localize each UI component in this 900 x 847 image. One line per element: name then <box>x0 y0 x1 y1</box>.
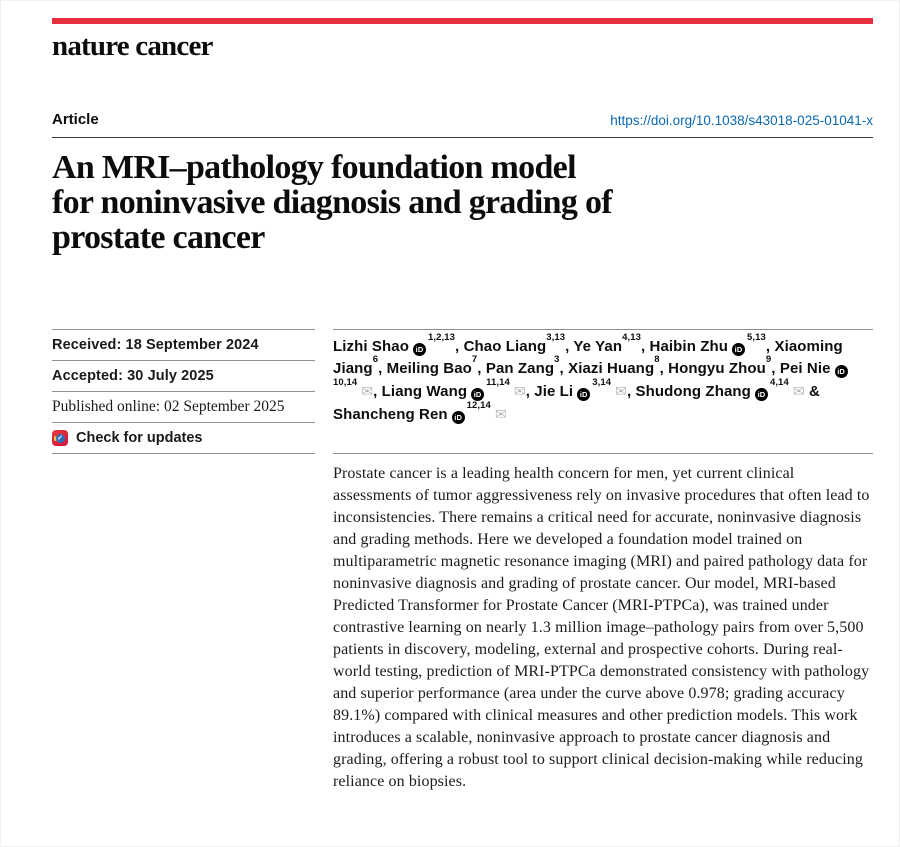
abstract-section <box>333 453 873 793</box>
author-entry: Hongyu Zhou$^9$ <box>668 354 772 377</box>
article-type-label: Article <box>52 111 99 128</box>
author-affiliation-superscript: 4,14 <box>769 377 789 388</box>
accepted-date: Accepted: 30 July 2025 <box>52 360 315 391</box>
content-columns <box>52 329 873 793</box>
article-history-sidebar <box>52 329 315 793</box>
author-entry: Xiaoming Jiang$^6$ <box>333 338 843 377</box>
journal-wordmark: nature cancer <box>52 30 213 62</box>
orcid-icon[interactable]: iD <box>835 365 848 378</box>
envelope-icon[interactable]: ✉ <box>494 406 507 422</box>
author-entry: Shancheng Ren iD$^{12,14}$✉ <box>333 400 507 423</box>
author-entry: Jie Li iD$^{3,14}$✉ <box>534 377 627 400</box>
crossmark-icon <box>52 430 68 446</box>
check-for-updates-label: Check for updates <box>76 430 203 446</box>
author-affiliation-superscript: 6 <box>372 354 379 365</box>
author-affiliation-superscript: 7 <box>471 354 478 365</box>
right-column <box>333 329 873 793</box>
journal-accent-bar <box>52 18 873 24</box>
author-affiliation-superscript: 10,14 <box>333 377 358 388</box>
envelope-icon[interactable]: ✉ <box>792 383 805 399</box>
page-title: An MRI–pathology foundation model for noninvasive diagnosis and grading of prostate cancer <box>52 149 612 256</box>
received-date: Received: 18 September 2024 <box>52 329 315 360</box>
envelope-icon[interactable]: ✉ <box>513 383 526 399</box>
orcid-icon[interactable]: iD <box>471 388 484 401</box>
abstract-text: Prostate cancer is a leading health concern for men, yet current clinical assessments of tumor aggressiveness rely on invasive procedures that often lead to inconsistencies. There remains a critical need for accurate, noninvasive diagnosis and grading methods. Here we developed a foundation model trained on multiparametric magnetic resonance imaging (MRI) and paired pathology data for noninvasive diagnosis and grading of prostate cancer. Our model, MRI-based Predicted Transformer for Prostate Cancer (MRI-PTPCa), was trained under contrastive learning on nearly 1.3 million image–pathology pairs from over 5,500 patients in discovery, modeling, external and prospective cohorts. During real-world testing, prediction of MRI-PTPCa demonstrated consistency with pathology and superior performance (area under the curve above 0.978; grading accuracy 89.1%) compared with clinical measures and other prediction models. This work introduces a scalable, noninvasive approach to prostate cancer diagnosis and grading, offering a robust tool to support clinical decision-making while reducing reliance on biopsies. <box>333 465 870 790</box>
author-affiliation-superscript: 11,14 <box>486 377 510 388</box>
orcid-icon[interactable]: iD <box>452 411 465 424</box>
author-entry: Ye Yan$^{4,13}$ <box>573 332 641 355</box>
author-entry: Meiling Bao$^7$ <box>386 354 478 377</box>
author-list: Lizhi Shao iD$^{1,2,13}$, Chao Liang$^{3,13}$, Ye Yan$^{4,13}$, Haibin Zhu iD$^{5,13}$, Xiaoming Jiang$^6$, Meiling Bao$^7$, Pan Zang$^3$, Xiazi Huang$^8$, Hongyu Zhou$^9$, Pei Nie iD$^{10,14}$✉, Liang Wang iD$^{11,14}$✉, Jie Li iD$^{3,14}$✉, Shudong Zhang iD$^{4,14}$✉ & Shancheng Ren iD$^{12,14}$✉ <box>333 329 873 426</box>
envelope-icon[interactable]: ✉ <box>615 383 627 399</box>
article-header <box>52 111 873 138</box>
author-affiliation-superscript: 3,13 <box>546 332 566 343</box>
author-affiliation-superscript: 4,13 <box>622 332 641 343</box>
author-affiliation-superscript: 1,2,13 <box>428 332 456 343</box>
published-online-date: Published online: 02 September 2025 <box>52 391 315 422</box>
author-affiliation-superscript: 12,14 <box>466 400 491 411</box>
doi-link[interactable]: https://doi.org/10.1038/s43018-025-01041-x <box>610 113 873 128</box>
orcid-icon[interactable]: iD <box>413 343 426 356</box>
author-affiliation-superscript: 5,13 <box>747 332 766 343</box>
author-entry: Pei Nie iD$^{10,14}$✉ <box>333 360 850 400</box>
check-for-updates-button[interactable] <box>52 422 315 454</box>
orcid-icon[interactable]: iD <box>755 388 768 401</box>
author-affiliation-superscript: 8 <box>654 354 660 365</box>
author-entry: Pan Zang$^3$ <box>485 354 560 377</box>
author-affiliation-superscript: 9 <box>765 354 772 365</box>
author-entry: Haibin Zhu iD$^{5,13}$ <box>649 332 766 355</box>
orcid-icon[interactable]: iD <box>732 343 745 356</box>
orcid-icon[interactable]: iD <box>577 388 590 401</box>
author-entry: Chao Liang$^{3,13}$ <box>463 332 566 355</box>
envelope-icon[interactable]: ✉ <box>361 383 374 399</box>
author-entry: Lizhi Shao iD$^{1,2,13}$ <box>333 332 456 355</box>
author-affiliation-superscript: 3,14 <box>592 377 612 388</box>
author-entry: Shudong Zhang iD$^{4,14}$✉ <box>635 377 805 400</box>
author-affiliation-superscript: 3 <box>554 354 560 365</box>
author-entry: Xiazi Huang$^8$ <box>568 354 660 377</box>
author-entry: Liang Wang iD$^{11,14}$✉ <box>381 377 526 400</box>
crossmark-circle: ✓ <box>57 435 63 442</box>
